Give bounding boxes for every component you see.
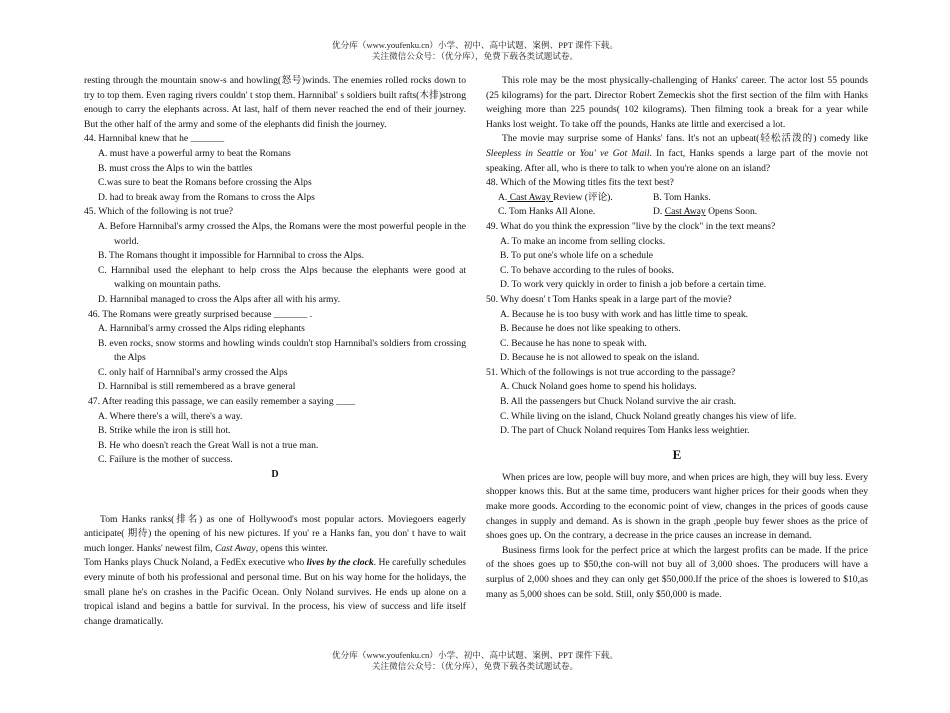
- option-d: D. To work very quickly in order to finish a job before a certain time.: [500, 279, 767, 291]
- passage-c-continuation: resting through the mountain snow-s and howling(怒号)winds. The enemies rolled rocks down to try to top them. Even raging rivers couldn' t stop them. Harnnibal' s soldiers built rafts(木排)strong enough to carry the elephants across. At last, half of them never reached the end of their journey. But the other half of the army and some of the elephants did finish the journey.: [84, 75, 466, 130]
- footer-line-2: 关注微信公众号：（优分库），免费下载各类试题试卷。: [371, 661, 579, 671]
- option-a: A. Cast Away Review (评论).: [498, 191, 613, 203]
- option-c: C.was sure to beat the Romans before crossing the Alps: [98, 177, 312, 189]
- option-a: A. Because he is too busy with work and has little time to speak.: [500, 308, 749, 320]
- passage-e-paragraph-1: When prices are low, people will buy more, and when prices are high, they will buy less. Every shopper knows this. But at the same time, producers want higher prices for their goods when they make more goods. According to the economic point of view, changes in the prices of goods cause changes in supply and demand. As is shown in the graph ,people buy fewer shoes as the price of shoes goes up. On the contrary, a decrease in the price causes an increase in demand.: [486, 471, 868, 542]
- option-a: A. Before Harnnibal's army crossed the Alps, the Romans were the most powerful people in the world.: [98, 220, 466, 247]
- option-d: D. Harnnibal managed to cross the Alps after all with his army.: [98, 293, 341, 305]
- question-stem: 50. Why doesn' t Tom Hanks speak in a large part of the movie?: [486, 293, 732, 305]
- question-45: [84, 205, 466, 307]
- question-stem: 51. Which of the followings is not true according to the passage?: [486, 366, 736, 378]
- question-44: [84, 132, 466, 205]
- option-b: B. The Romans thought it impossible for Harnnibal to cross the Alps.: [98, 250, 365, 262]
- option-c: C. only half of Harnnibal's army crossed the Alps: [98, 366, 288, 378]
- option-c: C. Because he has none to speak with.: [500, 337, 647, 349]
- option-b: B. even rocks, snow storms and howling winds couldn't stop Harnnibal's soldiers from crossing the Alps: [98, 337, 466, 364]
- option-d: D. had to break away from the Romans to cross the Alps: [98, 191, 315, 203]
- question-stem: 49. What do you think the expression "live by the clock" in the text means?: [486, 220, 776, 232]
- passage-d-paragraph-3: This role may be the most physically-challenging of Hanks' career. The actor lost 55 pounds (25 kilograms) for the part. Director Robert Zemeckis shot the first section of the film with Hanks weighing more than 225 pounds( 102 kilograms). Then filming took a break for a year while Hanks lost weight. To take off the pounds, Hanks ate little and exercised a lot.: [486, 75, 868, 130]
- section-d-heading: D: [271, 469, 279, 481]
- question-stem: 44. Harnnibal knew that he _______: [84, 133, 225, 145]
- page-footer: [0, 650, 950, 672]
- option-c: B. He who doesn't reach the Great Wall is not a true man.: [98, 439, 319, 451]
- footer-line-1: 优分库（www.youfenku.cn）小学、初中、高中试题、案例、PPT 课件下载。: [332, 650, 618, 660]
- left-column: [84, 74, 466, 629]
- film-title: Sleepless in Seattle: [486, 147, 564, 159]
- question-stem: 45. Which of the following is not true?: [84, 206, 234, 218]
- film-title: You' ve Got Mail: [579, 147, 650, 159]
- passage-d-paragraph-1: Tom Hanks ranks(排名) as one of Hollywood's most popular actors. Moviegoers eagerly anticipate( 期待) the opening of his new pictures. If you' re a Hanks fan, you don' t have to wait much longer. Hanks' newest film, Cast Away, opens this winter.: [84, 513, 466, 554]
- option-d: D. Cast Away Opens Soon.: [653, 206, 758, 218]
- question-stem: 47. After reading this passage, we can easily remember a saying ____: [88, 396, 356, 408]
- option-a: A. Where there's a will, there's a way.: [98, 410, 243, 422]
- section-e-heading: E: [672, 446, 682, 462]
- option-b: B. To put one's whole life on a schedule: [500, 250, 654, 262]
- option-b: B. must cross the Alps to win the battles: [98, 162, 253, 174]
- option-b: B. Because he does not like speaking to others.: [500, 323, 681, 335]
- page-header: [0, 40, 950, 62]
- option-d: D. Harnnibal is still remembered as a brave general: [98, 381, 296, 393]
- header-line-2: 关注微信公众号：（优分库），免费下载各类试题试卷。: [371, 51, 579, 61]
- option-c: C. Harnnibal used the elephant to help cross the Alps because the elephants were good at walking on mountain paths.: [98, 264, 466, 291]
- option-a: A. must have a powerful army to beat the Romans: [98, 147, 291, 159]
- question-51: [486, 366, 868, 439]
- question-stem: 46. The Romans were greatly surprised because _______ .: [88, 308, 313, 320]
- question-50: [486, 293, 868, 366]
- option-a: A. Harnnibal's army crossed the Alps riding elephants: [98, 323, 305, 335]
- header-line-1: 优分库（www.youfenku.cn）小学、初中、高中试题、案例、PPT 课件下载。: [332, 40, 618, 50]
- question-49: [486, 220, 868, 293]
- question-46: [84, 308, 466, 396]
- option-b: B. All the passengers but Chuck Noland survive the air crash.: [500, 396, 737, 408]
- option-d: D. The part of Chuck Noland requires Tom Hanks less weightier.: [500, 425, 750, 437]
- option-b: B. Tom Hanks.: [653, 191, 711, 203]
- passage-d-paragraph-4: The movie may surprise some of Hanks' fans. It's not an upbeat(轻松活泼的) comedy like Sleepless in Seattle or You' ve Got Mail. In fact, Hanks spends a large part of the movie not speaking. After all, who is there to talk to when you're alone on an island?: [486, 133, 868, 174]
- option-d: D. Because he is not allowed to speak on the island.: [500, 352, 700, 364]
- question-47: [84, 395, 466, 468]
- option-b: B. Strike while the iron is still hot.: [98, 425, 231, 437]
- option-c: C. To behave according to the rules of books.: [500, 264, 674, 276]
- key-phrase: lives by the clock: [306, 557, 374, 569]
- option-c: C. Tom Hanks All Alone.: [498, 206, 596, 218]
- passage-d-paragraph-2: Tom Hanks plays Chuck Noland, a FedEx executive who lives by the clock. He carefully schedules every minute of both his professional and personal time. But on his way home for the holidays, the small plane he's on crashes in the Pacific Ocean. Only Noland survives. He ends up alone on a tropical island and begins a battle for survival. In the process, his view of success and life itself change dramatically.: [84, 557, 466, 627]
- option-a: A. Chuck Noland goes home to spend his holidays.: [500, 381, 697, 393]
- option-d: C. Failure is the mother of success.: [98, 454, 233, 466]
- passage-e-paragraph-2: Business firms look for the perfect price at which the largest profits can be made. If the price of the shoes goes up to $50,the con-will not buy all of 3,000 shoes. The producers will have a surplus of 2,000 shoes and they can only get $50,000.If the price of the shoes is lowered to $10,as many as 5,000 shoes can be sold. Still, only $50,000 is made.: [486, 544, 868, 600]
- film-title: Cast Away: [214, 542, 256, 554]
- option-a: A. To make an income from selling clocks.: [500, 235, 666, 247]
- question-stem: 48. Which of the Mowing titles fits the text best?: [486, 177, 674, 189]
- question-48: [486, 176, 868, 220]
- right-column: [486, 74, 868, 602]
- option-c: C. While living on the island, Chuck Noland greatly changes his view of life.: [500, 410, 797, 422]
